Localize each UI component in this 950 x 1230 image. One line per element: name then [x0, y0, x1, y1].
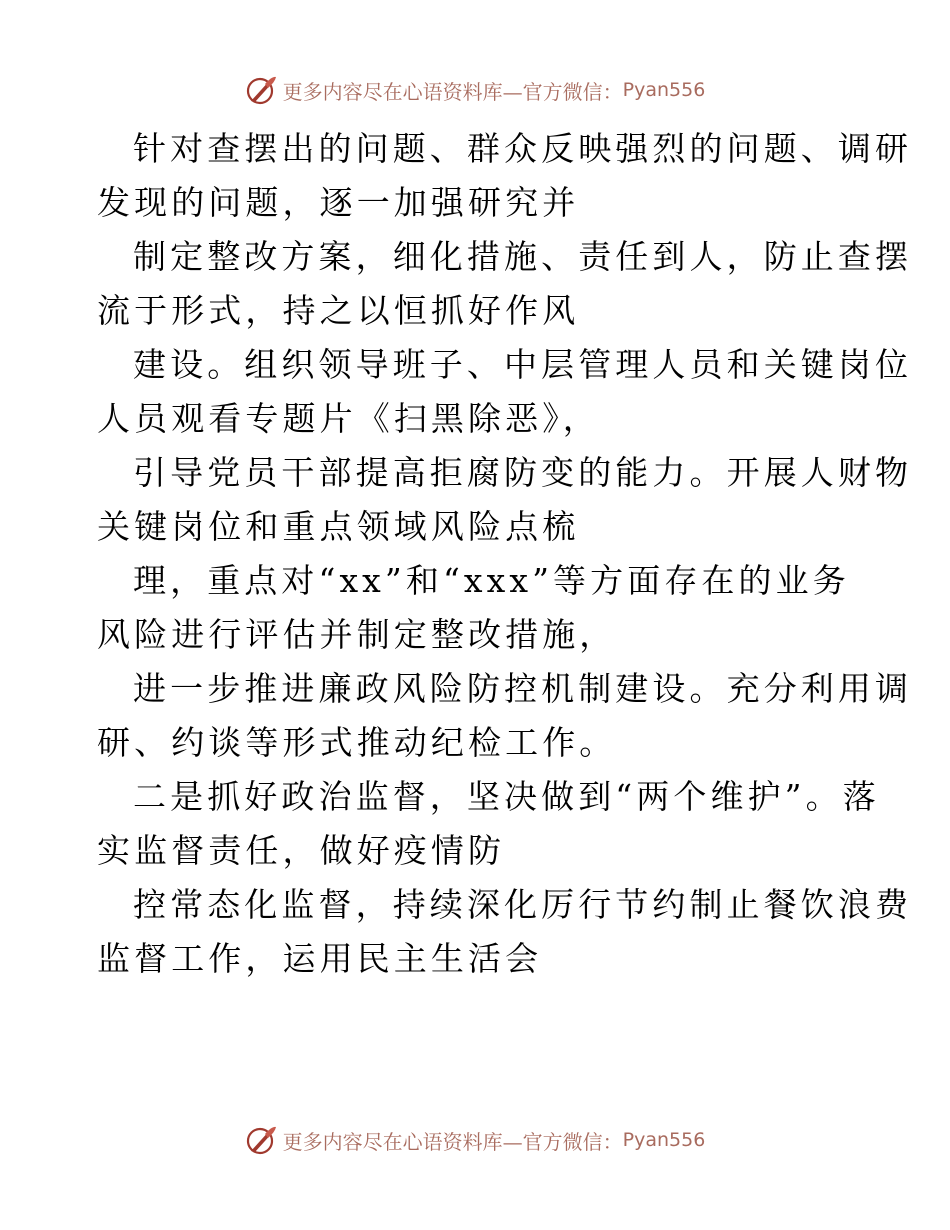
paragraph-line: 发现的问题，逐一加强研究并 [97, 183, 580, 222]
paragraph-line: 建设。组织领导班子、中层管理人员和关键岗位 [133, 345, 913, 384]
paragraph-line: 进一步推进廉政风险防控机制建设。充分利用调 [133, 669, 913, 708]
paragraph [97, 122, 913, 230]
paragraph [97, 878, 913, 986]
paragraph-line: 控常态化监督，持续深化厉行节约制止餐饮浪费 [133, 885, 913, 924]
paragraph-line: 二是抓好政治监督，坚决做到“两个维护”。落 [133, 777, 880, 816]
paragraph-line: 实监督责任，做好疫情防 [97, 831, 506, 870]
paragraph [97, 770, 880, 878]
paragraph [97, 662, 913, 770]
footer-watermark [0, 1120, 950, 1160]
paragraph [97, 338, 913, 446]
paragraph-line: 人员观看专题片《扫黑除恶》， [97, 399, 600, 438]
paragraph [97, 554, 853, 662]
watermark-wechat-id: Pyan556 [622, 1129, 706, 1151]
watermark-wechat-id: Pyan556 [622, 79, 706, 101]
paragraph-line: 引导党员干部提高拒腐防变的能力。开展人财物 [133, 453, 913, 492]
paragraph-line: 风险进行评估并制定整改措施， [97, 615, 617, 654]
quill-pen-circle-icon [245, 1123, 279, 1157]
watermark-text: 更多内容尽在心语资料库—官方微信： [282, 79, 623, 104]
quill-pen-circle-icon [245, 73, 279, 107]
paragraph-line: 理，重点对“xx”和“xxx”等方面存在的业务 [133, 561, 850, 600]
header-watermark [0, 70, 950, 110]
paragraph-line: 制定整改方案，细化措施、责任到人，防止查摆 [133, 237, 913, 276]
paragraph [97, 230, 913, 338]
paragraph [97, 446, 913, 554]
paragraph-line: 研、约谈等形式推动纪检工作。 [97, 723, 617, 762]
paragraph-line: 关键岗位和重点领域风险点梳 [97, 507, 580, 546]
paragraph-line: 针对查摆出的问题、群众反映强烈的问题、调研 [133, 129, 913, 168]
watermark-text: 更多内容尽在心语资料库—官方微信： [282, 1129, 623, 1154]
paragraph-line: 监督工作，运用民主生活会 [97, 939, 543, 978]
paragraph-line: 流于形式，持之以恒抓好作风 [97, 291, 580, 330]
document-body [97, 122, 913, 986]
